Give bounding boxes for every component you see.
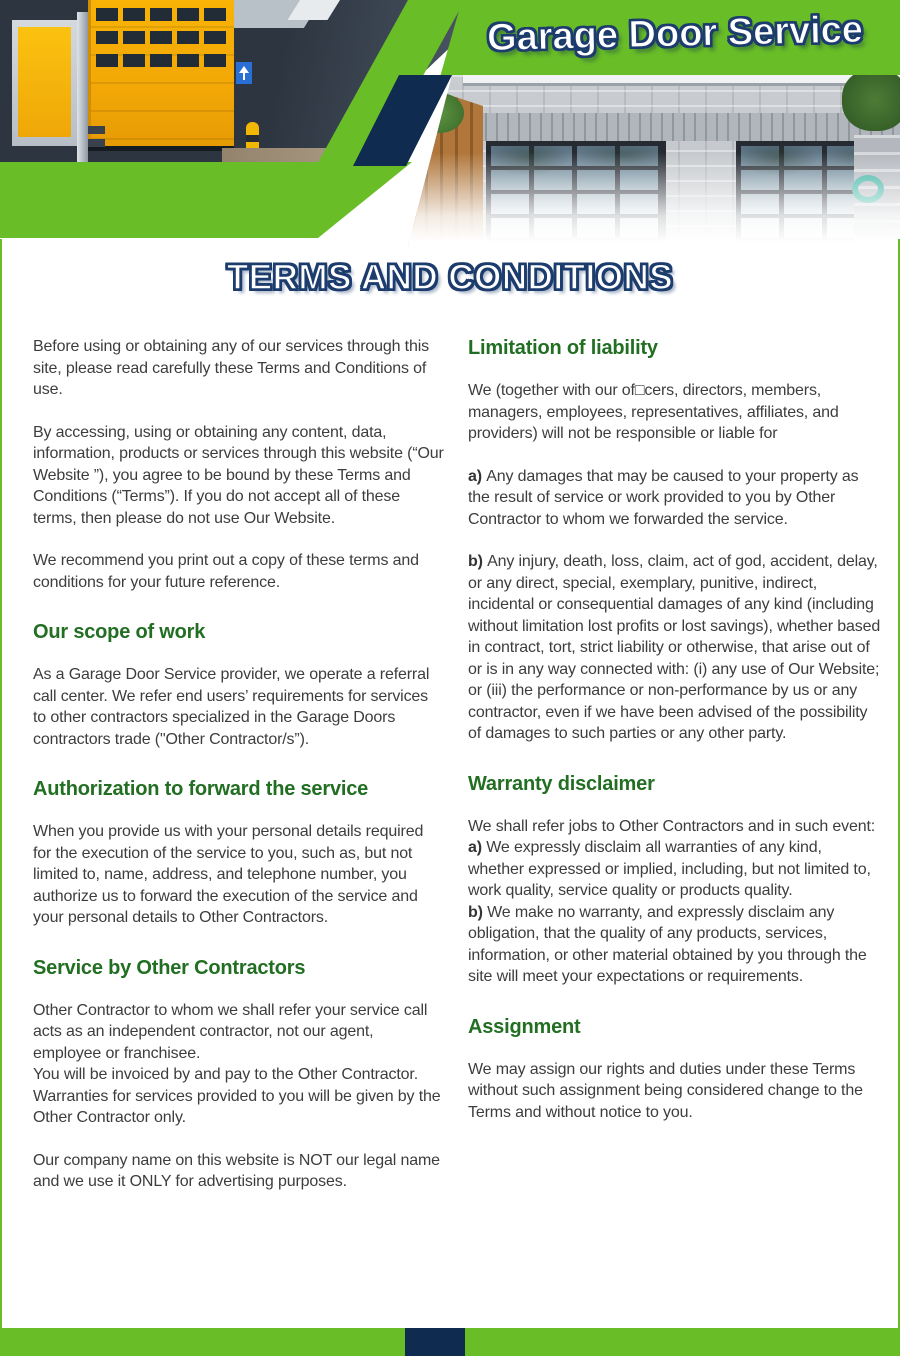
paragraph: When you provide us with your personal details required for the execution of the service to you, such as, but not limited to, name, address, and telephone number, you authorize us to forward the execution of the service and your personal details to Other Contractors. — [33, 823, 424, 926]
paragraph: You will be invoiced by and pay to the Other Contractor. — [33, 1066, 419, 1083]
paragraph: b) We make no warranty, and expressly disclaim any obligation, that the quality of any products, services, information, or other material obtained by you through the site will meet your expectations or requirements. — [468, 903, 867, 985]
yellow-garage-door — [88, 0, 234, 150]
section-heading: Service by Other Contractors — [33, 956, 306, 979]
paragraph: By accessing, using or obtaining any content, data, information, products or services through this website (“Our Website ”), you agree to be bound by these Terms and Conditions (“Terms”). If you do not accept all of these terms, then please do not use Our Website. — [33, 423, 444, 527]
paragraph: As a Garage Door Service provider, we operate a referral call center. We refer end users’ requirements for services to other contractors specialized in the Garage Doors contractors trade ("Other Contractor/s”). — [33, 666, 430, 748]
section-heading: Warranty disclaimer — [468, 772, 655, 795]
paragraph: b) Any injury, death, loss, claim, act of god, accident, delay, or any direct, special, exemplary, punitive, indirect, incidental or consequential damages of any kind (including without limitation lost profits or lost savings), whether based in contract, tort, strict liability or otherwise, that arise out of or is in any way connected with: (i) any use of Our Website; or (iii) the performance or non-performance by us or any contractor, even if we have been advised of the possibility of damages to such parties or any other party. — [468, 553, 881, 742]
paragraph: Other Contractor to whom we shall refer your service call acts as an independent contractor, not our agent, employee or franchisee. — [33, 1001, 428, 1062]
paragraph: Before using or obtaining any of our services through this site, please read carefully these Terms and Conditions of use. — [33, 338, 429, 398]
wall-post — [77, 12, 88, 166]
list-marker: b) — [468, 553, 488, 570]
terms-content — [33, 336, 881, 1193]
door-stripe-mark — [88, 126, 105, 134]
up-arrow-sign-icon — [236, 62, 252, 84]
footer-navy-block — [405, 1328, 465, 1356]
footer-bar — [0, 1328, 900, 1356]
section-heading: Authorization to forward the service — [33, 778, 369, 800]
paragraph: Our company name on this website is NOT our legal name and we use it ONLY for advertising purposes. — [33, 1151, 440, 1190]
left-column — [33, 336, 445, 1193]
left-green-border — [0, 239, 2, 1328]
list-marker: b) — [468, 903, 488, 921]
page-title: TERMS AND CONDITIONS — [226, 258, 674, 297]
arrow-stem — [243, 72, 245, 80]
paragraph: We shall refer jobs to Other Contractors and in such event: — [468, 817, 876, 835]
roof-beam-light — [288, 0, 353, 20]
list-marker: a) — [468, 467, 487, 485]
section-heading: Limitation of liability — [468, 337, 658, 359]
door-window-row — [96, 54, 228, 67]
brand-title: Garage Door Service — [486, 8, 864, 60]
door-bottom-seal — [88, 146, 234, 151]
paragraph: We (together with our of□cers, directors, members, managers, employees, representatives, affiliates, and providers) will not be responsible or liable for — [468, 382, 839, 442]
list-marker: a) — [468, 839, 487, 856]
door-stripe-mark — [88, 139, 105, 147]
door-window-row — [96, 8, 228, 21]
photo-fade-overlay — [408, 75, 900, 247]
section-heading: Our scope of work — [33, 621, 206, 643]
header-banner — [0, 0, 900, 248]
paragraph: Warranties for services provided to you will be given by the Other Contractor only. — [33, 1087, 441, 1126]
side-yellow-door — [18, 27, 71, 137]
right-column — [468, 336, 881, 1193]
paragraph: a) We expressly disclaim all warranties of any kind, whether expressed or implied, including, but not limited to, work quality, service quality or products quality. — [468, 839, 871, 899]
residential-garage-photo — [408, 75, 900, 247]
paragraph: a) Any damages that may be caused to your property as the result of service or work provided to you by Other Contractor to whom we forwarded the service. — [468, 467, 859, 528]
paragraph: We recommend you print out a copy of these terms and conditions for your future reference. — [33, 552, 419, 591]
door-window-row — [96, 31, 228, 44]
paragraph: We may assign our rights and duties under these Terms without such assignment being considered change to the Terms and without notice to you. — [468, 1060, 863, 1121]
section-heading: Assignment — [468, 1015, 581, 1038]
